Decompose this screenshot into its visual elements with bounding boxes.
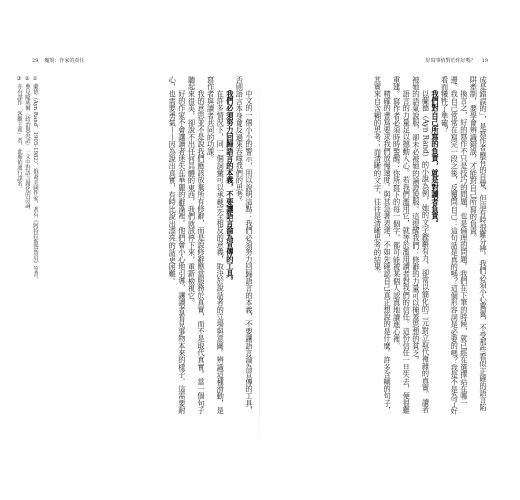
left-paragraph-1: 中文的一個小小的警示，用以說明這點：我們必須努力回歸語言的本義，不要讓語言淪為宣傳的工具，否則語言本身會反過來吞噬我們的思考。	[235, 76, 254, 415]
book-gutter	[259, 70, 260, 450]
right-paragraph-5: 精確的書寫要求我們放慢速度。與其急著表達，不如先確認自己真正想說的是什麼。許多含糊的句子，其實來自含糊的思考；而清晰的文字，往往是清晰思考的結果。	[373, 76, 393, 415]
footnote-1: ① 蘭德（Ayn Rand，1905-1982），俄裔美國作家，著有《阿特拉斯聳聳肩》等書。	[32, 76, 38, 283]
left-page-body	[30, 76, 254, 416]
left-page-header	[32, 58, 84, 64]
footnote-3: ③ 亦有譯作「客觀主義」者，此處依通行譯名。	[16, 76, 22, 192]
right-page-header	[426, 58, 488, 64]
left-running-title: 魔規：作家的責任	[44, 58, 85, 64]
left-page-number: 29	[32, 58, 39, 64]
right-paragraph-2: 換言之，好的寫作不只是技巧的問題，也是倫理的問題。我們在下筆的時候，就已經在選擇站在哪一邊。我自己常常在寫完一段之後，反覆問自己：這句話是真的嗎？這個形容詞是必要的嗎？我是不是為了好看而犧牲了準確？	[440, 76, 469, 415]
left-paragraph-2: 在許多情況下，同一個詞彙可以承載完全相反的意義，取決於說話者的立場與意圖。辨識這種滑動，是寫作者與讀者共同的功課。	[206, 76, 226, 415]
right-emphasis: 我們對自己所寫的負責，就是對讀者負責。	[431, 90, 441, 228]
right-page-body	[266, 76, 488, 416]
right-paragraph-3: 以蘭德（Ayn Rand）的小說為例，她的文字鏗鏘有力，卻常以簡化的二元對立取代複雜的真實。讀者被她的語氣說服，卻未必被她的論證說服。這提醒我們：修辭的力量可以掩蓋思想的貧乏。	[411, 76, 431, 414]
footnote-2: ② 參見歐威爾〈政治與英語〉一文中對語言腐化的討論。	[24, 76, 30, 214]
right-paragraph-4: 語言的力量足以撼動人心。若我們濫用它，就等於濫用讀者對我們的信任。這份信任一旦失去，便很難重建。寫作者必須時時警醒：你所寫下的每一個字，都可能被某個人認真地讀進心裡。	[392, 76, 412, 415]
left-paragraph-4: 好的作家不會讓讀者迷失在華麗的辭藻裡。他們會小心地引導，讓讀者看見事物本來的樣子。這需要耐心，也需要勇氣——因為說出真實，有時比說出漂亮的話更困難。	[168, 76, 187, 415]
right-paragraph-1: 成是錯誤的」，是寫作者應有的自覺，但這有時很難分辨。我們必須小心翼翼，不受那些看似正確的語言陷阱牽制，要學會辨識錯誤，才能對自己所寫的負責。	[469, 76, 488, 411]
right-page-number: 19	[481, 58, 488, 64]
left-paragraph-3: 我的意思並不是說我們應該放棄所有修辭，而是說修辭應當服務於真實，而不是取代真實。當一個句子聽起來很美，卻說不出任何具體的東西，我們就該停下來，重新檢視它。	[187, 76, 207, 415]
left-emphasis: 我們必須努力回歸語言的本義，不要讓語言淪為宣傳的工具。	[225, 90, 235, 285]
right-running-title: 好寫事值對於你好嗎？	[425, 58, 476, 64]
